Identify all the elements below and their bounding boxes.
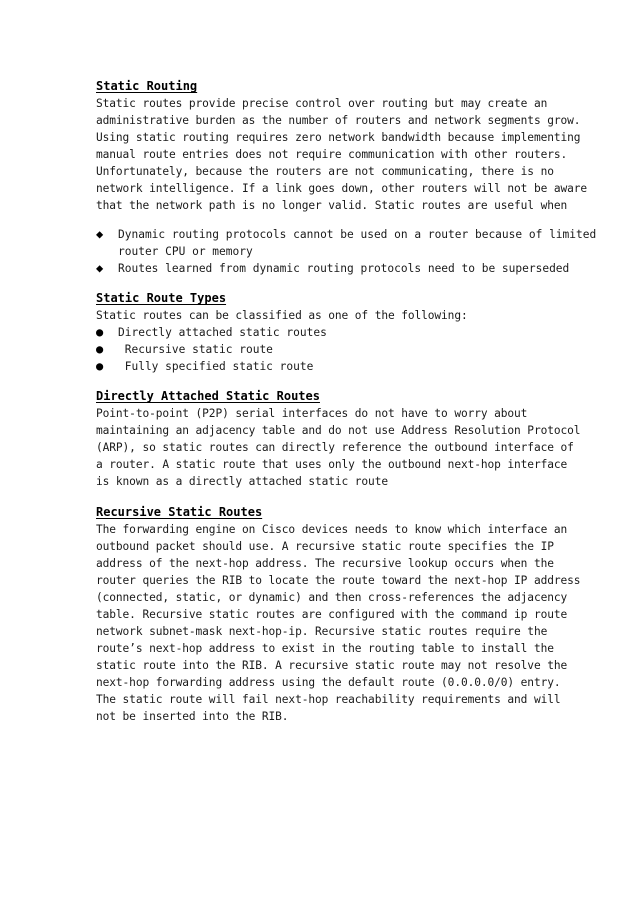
list-item bbox=[96, 341, 546, 358]
paragraph-recursive bbox=[96, 521, 581, 725]
section-directly-attached bbox=[96, 388, 581, 490]
paragraph-static-route-types bbox=[96, 307, 546, 324]
text-line: that the network path is no longer valid. Static routes are useful when bbox=[96, 199, 568, 212]
list-item bbox=[96, 358, 546, 375]
text-line: (ARP), so static routes can directly reference the outbound interface of bbox=[96, 441, 574, 454]
text-line: route’s next-hop address to exist in the routing table to install the bbox=[96, 642, 554, 655]
heading-static-routing: Static Routing bbox=[96, 79, 198, 93]
diamond-bullet-icon: ◆ bbox=[96, 261, 104, 275]
heading-directly-attached: Directly Attached Static Routes bbox=[96, 389, 320, 403]
text-line: (connected, static, or dynamic) and then cross-references the adjacency bbox=[96, 591, 568, 604]
section-static-route-types bbox=[96, 290, 546, 375]
section-recursive bbox=[96, 504, 581, 725]
list-item-line: router CPU or memory bbox=[118, 245, 253, 258]
text-line: The forwarding engine on Cisco devices needs to know which interface an bbox=[96, 523, 568, 536]
bullet-list-static-routing bbox=[96, 226, 597, 277]
text-line: manual route entries does not require communication with other routers. bbox=[96, 148, 568, 161]
text-line: static route into the RIB. A recursive static route may not resolve the bbox=[96, 659, 568, 672]
list-item bbox=[96, 324, 546, 341]
text-line: router queries the RIB to locate the route toward the next-hop IP address bbox=[96, 574, 581, 587]
dot-bullet-icon: ● bbox=[96, 325, 104, 339]
list-item bbox=[96, 226, 597, 260]
text-line: Using static routing requires zero network bandwidth because implementing bbox=[96, 131, 581, 144]
text-line: outbound packet should use. A recursive static route specifies the IP bbox=[96, 540, 554, 553]
text-line: network intelligence. If a link goes down, other routers will not be aware bbox=[96, 182, 588, 195]
paragraph-static-routing bbox=[96, 95, 588, 214]
diamond-bullet-icon: ◆ bbox=[96, 227, 104, 241]
list-item-line: Dynamic routing protocols cannot be used on a router because of limited bbox=[118, 228, 597, 241]
text-line: administrative burden as the number of routers and network segments grow. bbox=[96, 114, 581, 127]
text-line: network subnet-mask next-hop-ip. Recursive static routes require the bbox=[96, 625, 548, 638]
section-static-routing bbox=[96, 78, 597, 277]
heading-recursive: Recursive Static Routes bbox=[96, 505, 263, 519]
list-item-line: Directly attached static routes bbox=[118, 326, 327, 339]
text-line: Unfortunately, because the routers are not communicating, there is no bbox=[96, 165, 554, 178]
text-line: Static routes can be classified as one of the following: bbox=[96, 309, 468, 322]
text-line: a router. A static route that uses only the outbound next-hop interface bbox=[96, 458, 568, 471]
list-item-line: Routes learned from dynamic routing protocols need to be superseded bbox=[118, 262, 570, 275]
heading-static-route-types: Static Route Types bbox=[96, 291, 227, 305]
text-line: maintaining an adjacency table and do not use Address Resolution Protocol bbox=[96, 424, 581, 437]
document-page bbox=[96, 78, 597, 725]
dot-bullet-icon: ● bbox=[96, 342, 104, 356]
text-line: address of the next-hop address. The recursive lookup occurs when the bbox=[96, 557, 554, 570]
text-line: Static routes provide precise control over routing but may create an bbox=[96, 97, 548, 110]
list-item-line: Recursive static route bbox=[118, 343, 273, 356]
paragraph-directly-attached bbox=[96, 405, 581, 490]
dot-bullet-icon: ● bbox=[96, 359, 104, 373]
text-line: Point-to-point (P2P) serial interfaces do not have to worry about bbox=[96, 407, 528, 420]
list-item bbox=[96, 260, 570, 277]
list-item-line: Fully specified static route bbox=[118, 360, 314, 373]
text-line: not be inserted into the RIB. bbox=[96, 710, 289, 723]
bullet-list-route-types bbox=[96, 324, 546, 375]
text-line: The static route will fail next-hop reachability requirements and will bbox=[96, 693, 561, 706]
text-line: table. Recursive static routes are configured with the command ip route bbox=[96, 608, 568, 621]
text-line: is known as a directly attached static route bbox=[96, 475, 388, 488]
text-line: next-hop forwarding address using the default route (0.0.0.0/0) entry. bbox=[96, 676, 561, 689]
